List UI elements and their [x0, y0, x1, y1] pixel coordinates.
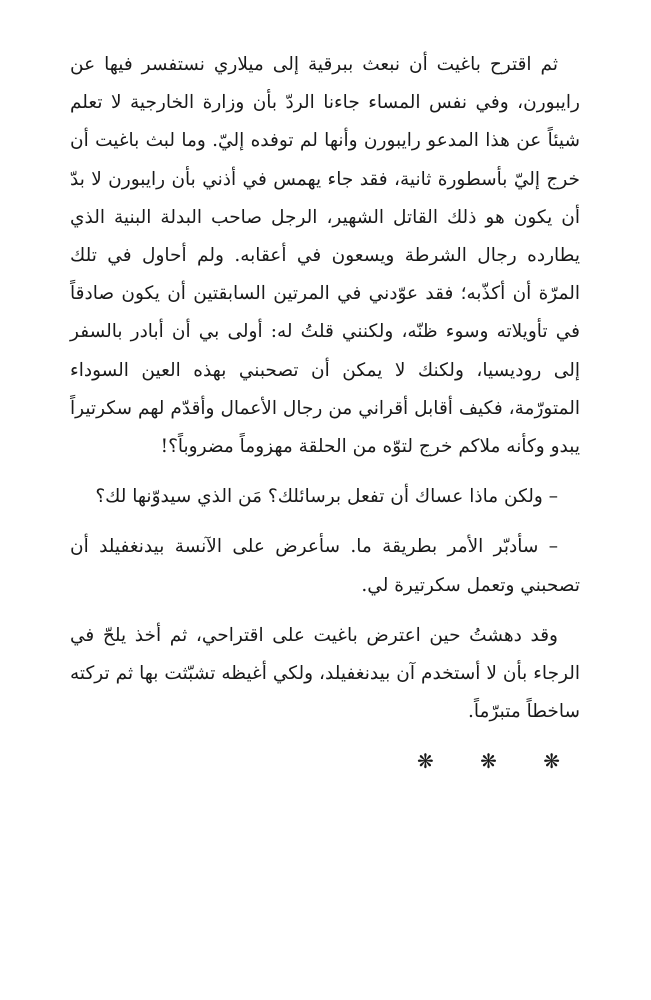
narration-paragraph: ثم اقترح باغيت أن نبعث ببرقية إلى ميلاري نستفسر فيها عن رايبورن، وفي نفس المساء جاءنا الردّ بأن وزارة الخارجية لا تعلم شيئاً عن هذا المدعو رايبورن وأنها لم توفده إليّ. وما لبث باغيت أن خرج إليّ بأسطورة ثانية، فقد جاء يهمس في أذني بأن رايبورن لا بدّ أن يكون هو ذلك القاتل الشهير، الرجل صاحب البدلة البنية الذي يطارده رجال الشرطة ويسعون في أعقابه. ولم أحاول في تلك المرّة أن أكذّبه؛ فقد عوّدني في المرتين السابقتين أن يكون صادقاً في تأويلاته وسوء ظنّه، ولكنني قلتُ له: أولى بي أن أبادر بالسفر إلى روديسيا، ولكنك لا يمكن أن تصحبني بهذه العين السوداء المتورّمة، فكيف أقابل أقراني من رجال الأعمال وأقدّم لهم سكرتيراً يبدو وكأنه ملاكم خرج لتوّه من الحلقة مهزوماً مضروباً؟!: [70, 54, 580, 458]
asterism-icon: ❋: [543, 749, 574, 774]
dialogue-paragraph: – ولكن ماذا عساك أن تفعل برسائلك؟ مَن الذي سيدوّنها لك؟: [95, 486, 558, 508]
asterism-icon: ❋: [480, 749, 511, 774]
asterism-icon: ❋: [416, 749, 448, 774]
narration-paragraph: وقد دهشتُ حين اعترض باغيت على اقتراحي، ثم أخذ يلحّ في الرجاء بأن لا أستخدم آن بيدنغفيلد، ولكي أغيظه تشبّثت بها ثم تركته ساخطاً متبرّماً.: [70, 624, 580, 723]
dialogue-paragraph: – سأدبّر الأمر بطريقة ما. سأعرض على الآنسة بيدنغفيلد أن تصحبني وتعمل سكرتيرة لي.: [70, 536, 580, 596]
book-page: [70, 46, 580, 773]
section-separator: [70, 749, 580, 773]
